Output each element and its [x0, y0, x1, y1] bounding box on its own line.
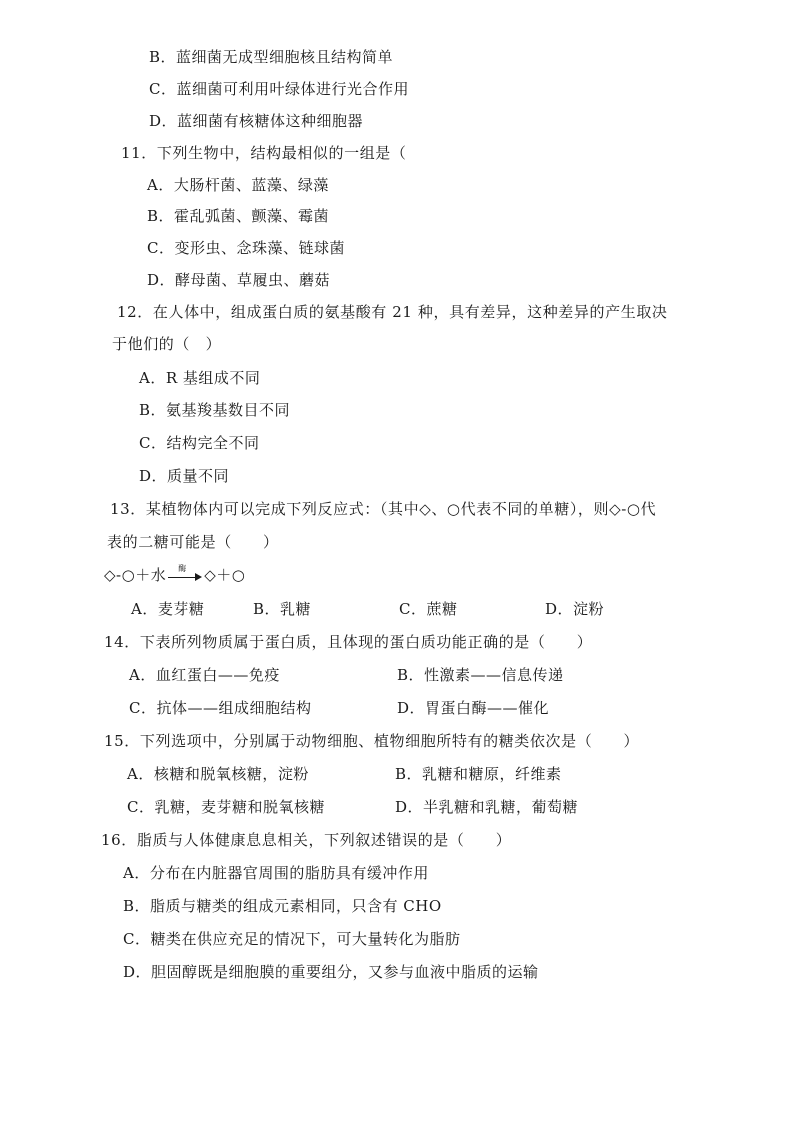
q10-option-c: C．蓝细菌可利用叶绿体进行光合作用: [149, 80, 409, 98]
q12-stem-line2: 于他们的（ ）: [112, 335, 222, 353]
q12-option-a: A．R 基组成不同: [139, 369, 261, 387]
q15-option-d: D．半乳糖和乳糖，葡萄糖: [395, 798, 579, 816]
enzyme-condition: 酶: [178, 564, 187, 573]
q12-stem-line1: 12．在人体中，组成蛋白质的氨基酸有 21 种，具有差异，这种差异的产生取决: [117, 303, 668, 321]
q13-option-a: A．麦芽糖: [131, 600, 205, 618]
q11-stem: 11．下列生物中，结构最相似的一组是（: [121, 144, 407, 162]
q13-stem-line1: 13．某植物体内可以完成下列反应式：（其中◇、○代表不同的单糖），则◇-○代: [110, 500, 657, 518]
q11-option-c: C．变形虫、念珠藻、链球菌: [147, 239, 345, 257]
q15-option-b: B．乳糖和糖原，纤维素: [395, 765, 562, 783]
q14-stem: 14．下表所列物质属于蛋白质，且体现的蛋白质功能正确的是（ ）: [104, 633, 593, 651]
q10-option-d: D．蓝细菌有核糖体这种细胞器: [149, 112, 364, 130]
q16-option-b: B．脂质与糖类的组成元素相同，只含有 CHO: [123, 897, 442, 915]
q16-option-c: C．糖类在供应充足的情况下，可大量转化为脂肪: [123, 930, 461, 948]
q14-option-d: D．胃蛋白酶——催化: [397, 699, 550, 717]
equation-products: ◇＋○: [204, 566, 246, 584]
q11-option-a: A．大肠杆菌、蓝藻、绿藻: [147, 176, 329, 194]
q14-option-c: C．抗体——组成细胞结构: [129, 699, 312, 717]
q13-option-c: C．蔗糖: [399, 600, 458, 618]
q13-option-b: B．乳糖: [253, 600, 312, 618]
q14-option-b: B．性激素——信息传递: [397, 666, 564, 684]
q11-option-d: D．酵母菌、草履虫、蘑菇: [147, 271, 331, 289]
q12-option-d: D．质量不同: [139, 467, 230, 485]
q15-option-a: A．核糖和脱氧核糖，淀粉: [127, 765, 309, 783]
q13-option-d: D．淀粉: [545, 600, 605, 618]
q13-reaction-equation: [104, 565, 245, 585]
q14-option-a: A．血红蛋白——免疫: [129, 666, 280, 684]
q16-option-a: A．分布在内脏器官周围的脂肪具有缓冲作用: [123, 864, 429, 882]
q16-stem: 16．脂质与人体健康息息相关，下列叙述错误的是（ ）: [101, 831, 512, 849]
q12-option-b: B．氨基羧基数目不同: [139, 401, 291, 419]
q15-stem: 15．下列选项中，分别属于动物细胞、植物细胞所特有的糖类依次是（ ）: [104, 732, 640, 750]
q16-option-d: D．胆固醇既是细胞膜的重要组分，又参与血液中脂质的运输: [123, 963, 539, 981]
q10-option-b: B．蓝细菌无成型细胞核且结构简单: [149, 48, 394, 66]
reaction-arrow-icon: [168, 564, 202, 582]
q12-option-c: C．结构完全不同: [139, 434, 260, 452]
equation-reactants: ◇-○＋水: [104, 566, 167, 584]
q13-stem-line2: 表的二糖可能是（ ）: [107, 533, 279, 551]
q15-option-c: C．乳糖，麦芽糖和脱氧核糖: [127, 798, 325, 816]
q11-option-b: B．霍乱弧菌、颤藻、霉菌: [147, 207, 330, 225]
